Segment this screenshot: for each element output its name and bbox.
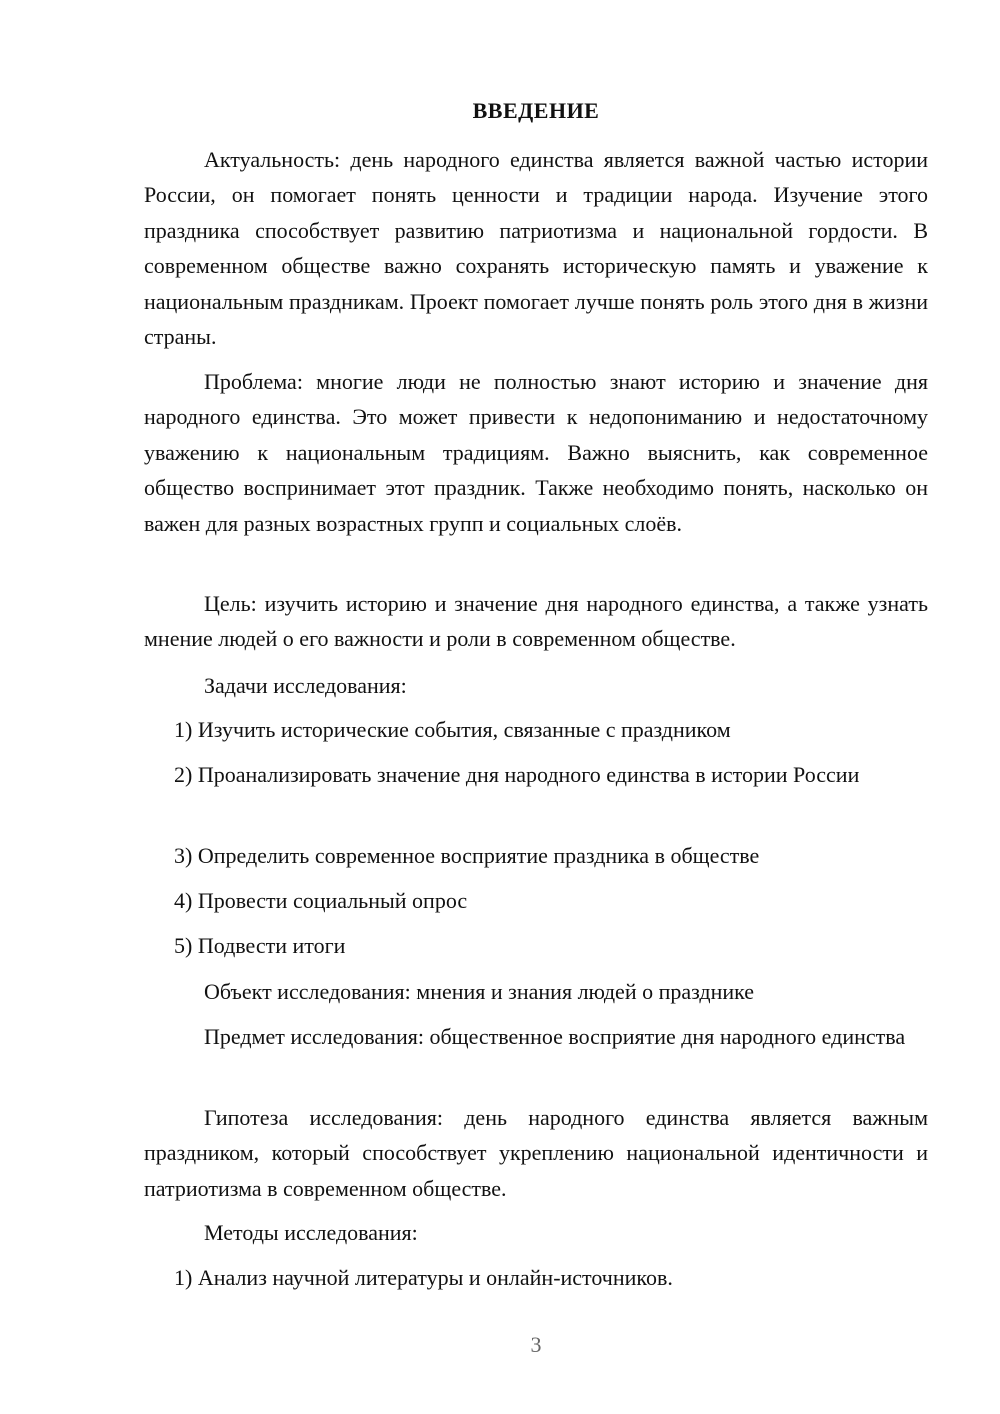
tasks-label: Задачи исследования: bbox=[204, 673, 407, 698]
goal-paragraph: Цель: изучить историю и значение дня народного единства, а также узнать мнение людей о его важности и роли в современном обществе. bbox=[144, 591, 928, 652]
task-item-2: 2) Проанализировать значение дня народного единства в истории России bbox=[174, 762, 860, 787]
page-number: 3 bbox=[530, 1332, 542, 1357]
task-item-4: 4) Провести социальный опрос bbox=[174, 888, 468, 913]
relevance-paragraph: Актуальность: день народного единства является важной частью истории России, он помогает понять ценности и традиции народа. Изучение этого праздника способствует развитию патриотизма и национальной гордости. В современном обществе важно сохранять историческую память и уважение к национальным праздникам. Проект помогает лучше понять роль этого дня в жизни страны. bbox=[144, 147, 928, 350]
hypothesis-paragraph: Гипотеза исследования: день народного единства является важным праздником, который способствует укреплению национальной идентичности и патриотизма в современном обществе. bbox=[144, 1105, 928, 1201]
method-item-1: 1) Анализ научной литературы и онлайн-источников. bbox=[174, 1265, 673, 1290]
methods-label: Методы исследования: bbox=[204, 1220, 418, 1245]
task-item-3: 3) Определить современное восприятие праздника в обществе bbox=[174, 843, 760, 868]
object-paragraph: Объект исследования: мнения и знания людей о празднике bbox=[204, 979, 755, 1004]
task-item-5: 5) Подвести итоги bbox=[174, 933, 346, 958]
task-item-1: 1) Изучить исторические события, связанные с праздником bbox=[174, 717, 731, 742]
problem-paragraph: Проблема: многие люди не полностью знают историю и значение дня народного единства. Это может привести к недопониманию и недостаточному уважению к национальным традициям. Важно выяснить, как современное общество воспринимает этот праздник. Также необходимо понять, насколько он важен для разных возрастных групп и социальных слоёв. bbox=[144, 369, 928, 536]
section-heading: ВВЕДЕНИЕ bbox=[472, 98, 600, 123]
subject-paragraph: Предмет исследования: общественное восприятие дня народного единства bbox=[204, 1024, 906, 1049]
